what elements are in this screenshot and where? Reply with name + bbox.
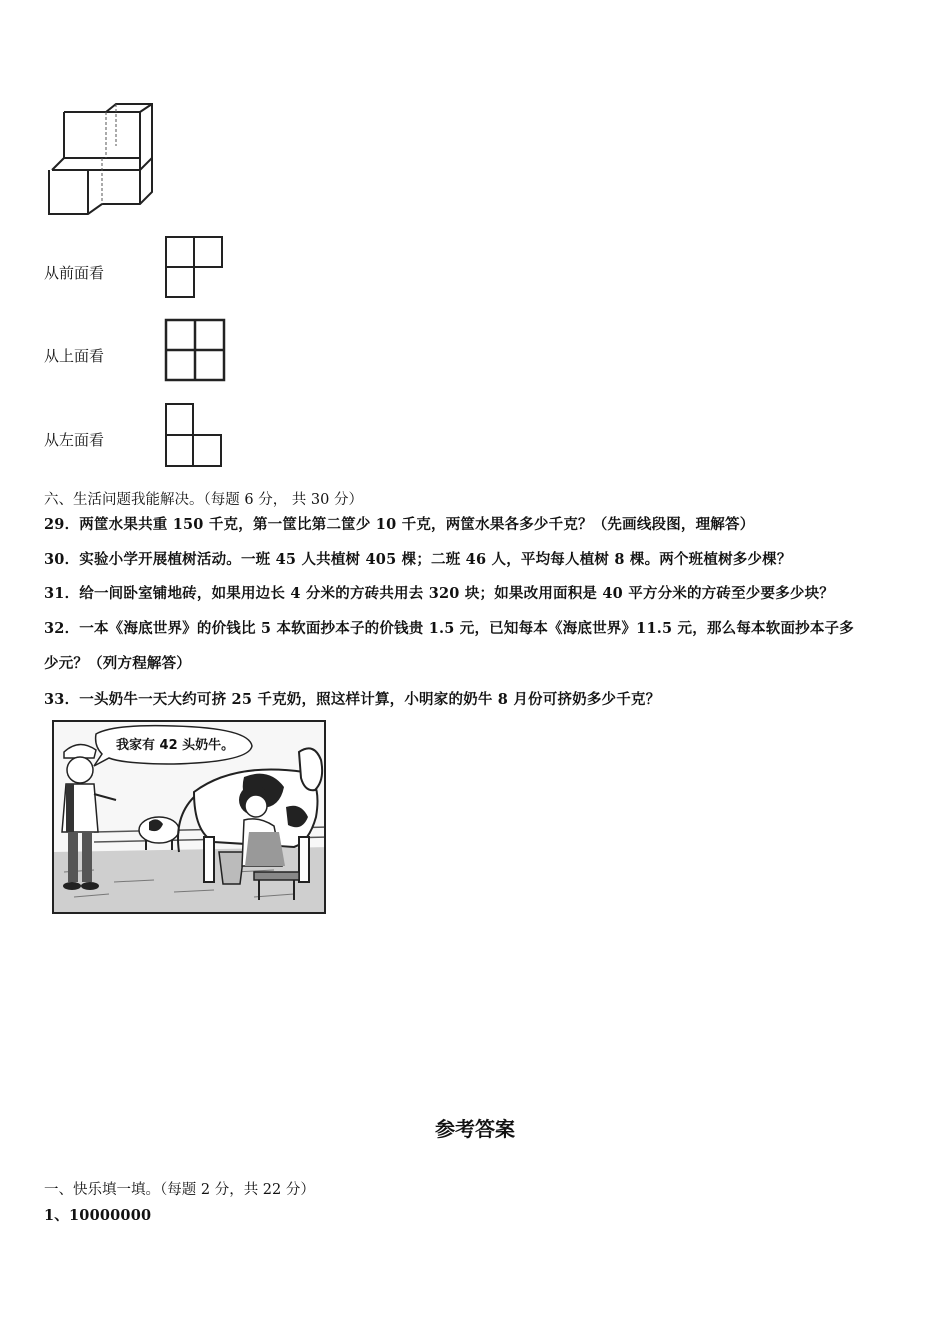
- cow-milking-illustration: [52, 720, 326, 914]
- front-view-label: 从前面看: [44, 264, 105, 282]
- answer-1: 1、10000000: [44, 1207, 152, 1224]
- left-view-label: 从左面看: [44, 431, 105, 449]
- question-33: 33．一头奶牛一天大约可挤 25 千克奶，照这样计算，小明家的奶牛 8 月份可挤奶多少千克？: [44, 691, 661, 708]
- front-view-diagram: [164, 235, 224, 301]
- answers-section1-heading: 一、快乐填一填。（每题 2 分，共 22 分）: [44, 1182, 315, 1198]
- top-view-diagram: [164, 318, 228, 384]
- question-32-line1: 32．一本《海底世界》的价钱比 5 本软面抄本子的价钱贵 1.5 元，已知每本《海底世界》11.5 元，那么每本软面抄本子多: [44, 620, 854, 637]
- top-view-label: 从上面看: [44, 347, 105, 365]
- section6-heading: 六、生活问题我能解决。（每题 6 分， 共 30 分）: [44, 492, 363, 508]
- speech-bubble-text: 我家有 42 头奶牛。: [116, 738, 235, 753]
- question-30: 30．实验小学开展植树活动。一班 45 人共植树 405 棵；二班 46 人，平均每人植树 8 棵。两个班植树多少棵？: [44, 551, 792, 568]
- cube-stack-figure: [44, 100, 159, 220]
- question-32-line2: 少元？（列方程解答）: [44, 655, 191, 672]
- left-view-diagram: [164, 402, 226, 470]
- question-31: 31．给一间卧室铺地砖，如果用边长 4 分米的方砖共用去 320 块；如果改用面积是 40 平方分米的方砖至少要多少块？: [44, 585, 834, 602]
- answer-key-title: 参考答案: [435, 1117, 515, 1141]
- question-29: 29．两筐水果共重 150 千克，第一筐比第二筐少 10 千克，两筐水果各多少千克？（先画线段图，理解答）: [44, 516, 755, 533]
